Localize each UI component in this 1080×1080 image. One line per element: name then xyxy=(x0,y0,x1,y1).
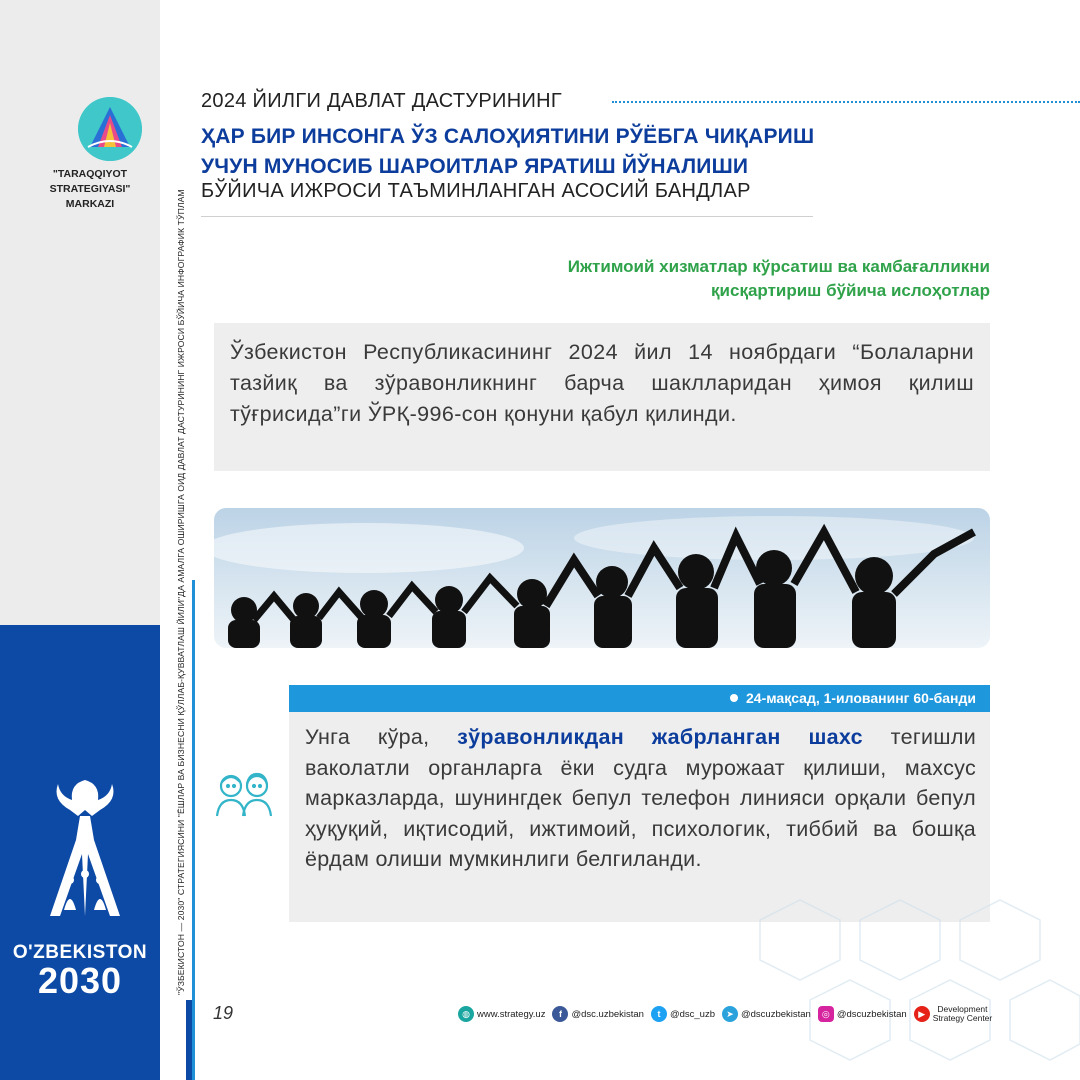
brand-country: O'ZBEKISTON xyxy=(12,942,148,963)
instagram-text: @dscuzbekistan xyxy=(836,1008,907,1020)
section-title-line2: қисқартириш бўйича ислоҳотлар xyxy=(711,281,990,300)
sidebar-top-panel xyxy=(0,0,160,625)
telegram-text: @dscuzbekistan xyxy=(740,1008,811,1020)
header-dotted-line xyxy=(612,101,1080,103)
brand-year: 2030 xyxy=(37,960,123,1001)
instagram-link[interactable] xyxy=(818,1006,907,1022)
org-name-line1: "TARAQQIYOT STRATEGIYASI" xyxy=(49,168,131,195)
dsc-line1: Development xyxy=(937,1004,988,1014)
victim-rights-text xyxy=(305,722,976,875)
facebook-link[interactable] xyxy=(552,1006,643,1022)
facebook-icon: f xyxy=(552,1006,568,1022)
law-card-text: Ўзбекистон Республикасининг 2024 йил 14 ноябрдаги “Болаларни тазйиқ ва зўравонликнинг барча шаклларидан ҳимоя қилиш тўғрисида”ги ЎРҚ-996-сон қонуни қабул қилинди. xyxy=(230,340,974,426)
reference-bar xyxy=(289,685,990,712)
victim-rights-highlight: зўравонликдан жабрланган шахс xyxy=(457,725,863,749)
vertical-accent-line xyxy=(192,580,195,1080)
header-line1: 2024 ЙИЛГИ ДАВЛАТ ДАСТУРИНИНГ xyxy=(201,90,563,112)
reference-text: 24-мақсад, 1-илованинг 60-банди xyxy=(746,690,976,706)
strategy-center-logo-icon xyxy=(78,97,142,161)
victim-rights-text-before: Унга кўра, xyxy=(305,725,458,749)
dsc-line2: Strategy Center xyxy=(932,1013,993,1023)
twitter-link[interactable] xyxy=(651,1006,715,1022)
twitter-text: @dsc_uzb xyxy=(669,1008,715,1020)
victim-rights-text-after: тегишли ваколатли органларга ёки судга мурожаат қилиши, махсус марказларда, шунингдек бепул телефон линияси орқали бепул ҳуқуқий, иқтисодий, ижтимоий, психологик, тиббий ва бошқа ёрдам олиши мумкинлиги белгиланди. xyxy=(305,725,977,871)
website-link[interactable] xyxy=(458,1006,545,1022)
children-icon xyxy=(213,770,275,818)
org-name xyxy=(20,167,160,212)
youtube-link[interactable] xyxy=(914,1005,993,1023)
header-line3: БЎЙИЧА ИЖРОСИ ТАЪМИНЛАНГАН АСОСИЙ БАНДЛАР xyxy=(201,180,751,202)
telegram-icon: ➤ xyxy=(722,1006,738,1022)
section-title xyxy=(568,255,990,303)
twitter-icon: t xyxy=(651,1006,667,1022)
dsc-label xyxy=(933,1005,993,1023)
facebook-text: @dsc.uzbekistan xyxy=(571,1008,644,1020)
globe-icon: ◍ xyxy=(458,1006,474,1022)
header-underline xyxy=(201,216,813,217)
decorative-pattern xyxy=(740,880,1080,1080)
org-name-line2: MARKAZI xyxy=(65,198,115,210)
youtube-icon: ▶ xyxy=(914,1006,930,1022)
children-silhouette-photo xyxy=(214,508,990,648)
telegram-link[interactable] xyxy=(722,1006,811,1022)
page-number: 19 xyxy=(213,1003,234,1023)
vertical-accent-block xyxy=(186,1000,192,1080)
uzbekistan-2030-emblem-icon xyxy=(30,770,140,920)
vertical-caption: "ЎЗБЕКИСТОН — 2030" СТРАТЕГИЯСИНИ "ЁШЛАР ВА БИЗНЕСНИ ҚЎЛЛАБ-ҚУВВАТЛАШ ЙИЛИ"ДА АМАЛГА ОШИРИШГА ОИД ДАВЛАТ ДАСТУРИНИНГ ИЖРОСИ БЎЙИЧА ИНФОГРАФИК ТЎПЛАМ xyxy=(176,189,186,995)
header-highlight xyxy=(201,122,814,182)
bullet-icon xyxy=(730,694,738,702)
website-text: www.strategy.uz xyxy=(477,1008,546,1020)
section-title-line1: Ижтимоий хизматлар кўрсатиш ва камбағалликни xyxy=(567,257,990,276)
header-line2a: ҲАР БИР ИНСОНГА ЎЗ САЛОҲИЯТИНИ РЎЁБГА ЧИҚАРИШ xyxy=(201,125,815,148)
instagram-icon: ◎ xyxy=(818,1006,834,1022)
header-line2b: УЧУН МУНОСИБ ШАРОИТЛАР ЯРАТИШ ЙЎНАЛИШИ xyxy=(201,155,749,178)
footer-social-links xyxy=(458,1004,999,1024)
law-card xyxy=(214,323,990,471)
